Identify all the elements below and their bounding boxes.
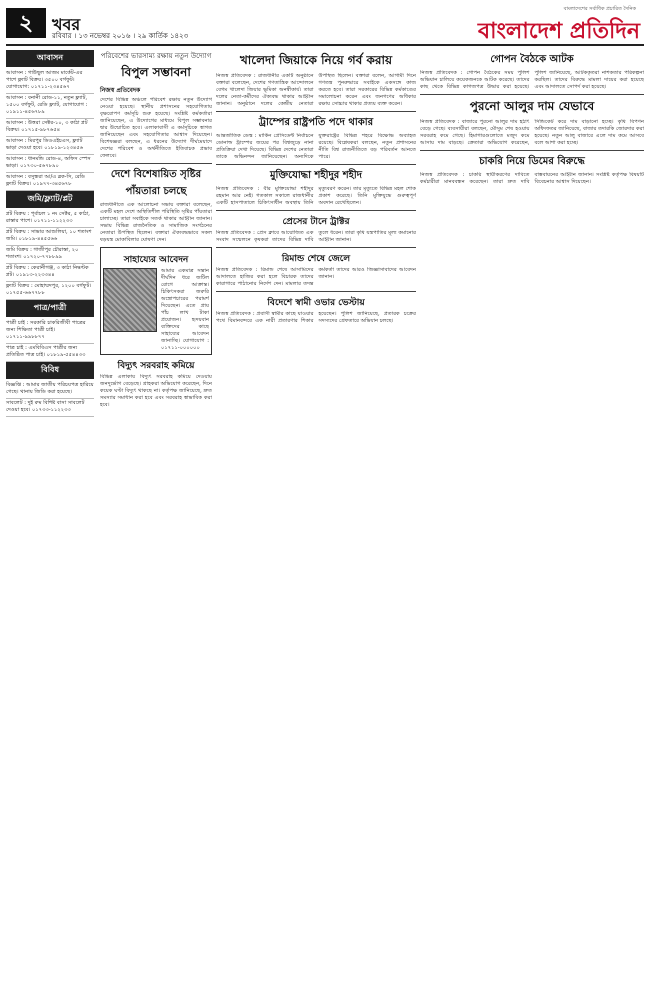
section-name: খবর: [52, 15, 81, 34]
story-byline: নিজস্ব প্রতিবেদক: [100, 87, 141, 94]
story-body: নিজস্ব প্রতিবেদক : চাকরি স্থায়ীকরণের দাবিতে কর্মচারীরা মানববন্ধন করেছেন। তারা দ্রুত দাবি বাস্তবায়নের আহ্বান জানান। সংশ্লিষ্ট কর্তৃপক্ষ বিষয়টি বিবেচনার আশ্বাস দিয়েছেন।: [420, 172, 644, 185]
story-headline: দেশে বিশেষায়িত সৃষ্টির পাঁয়তারা চলছে: [110, 169, 202, 197]
notice-box: [100, 247, 212, 355]
classified-title-1: আবাসন: [6, 50, 94, 67]
story-body: নিজস্ব প্রতিবেদক : বাজারে পুরনো আলুর দাম হঠাৎ বেড়ে গেছে। ব্যবসায়ীরা বলছেন, মৌসুম শেষ হওয়ায় সরবরাহ কমে গেছে। হিমাগারগুলোতে মজুদ কমে আসায় দাম বাড়ছে। ক্রেতারা অভিযোগ করেছেন, সিন্ডিকেট করে দাম বাড়ানো হচ্ছে। কৃষি বিপণন অধিদফতর জানিয়েছে, বাজার তদারকি জোরদার করা হয়েছে। নতুন আলু বাজারে এলে দাম কমে আসবে বলে আশা করা হচ্ছে।: [420, 119, 644, 146]
story-headline: ট্রাম্পের রাষ্ট্রপতি পদে থাকার: [258, 117, 374, 128]
story-body: বিভিন্ন এলাকায় বিদ্যুৎ সরবরাহ কমিয়ে দেওয়ায় জনদুর্ভোগ বেড়েছে। গ্রাহকরা অভিযোগ করেছেন, দিনে কয়েক ঘণ্টা বিদ্যুৎ থাকছে না। কর্তৃপক্ষ জানিয়েছে, দ্রুত সমস্যার সমাধান করা হবে এবং সরবরাহ স্বাভাবিক করা হবে।: [100, 374, 212, 408]
classified-item: পাত্রী চাই : সরকারি চাকরিজীবী পাত্রের জন্য শিক্ষিতা পাত্রী চাই। ০১৭১১-৯৯৮৮৭৭: [6, 319, 94, 344]
column-c: [420, 50, 644, 186]
story-headline: বিদ্যুৎ সরবরাহ কমিয়ে: [117, 361, 195, 371]
story-headline: গোপন বৈঠকে আটক: [490, 54, 574, 65]
story-headline: রিমান্ড শেষে জেলে: [281, 254, 351, 264]
notice-body: আমার একমাত্র সন্তান দীর্ঘদিন ধরে জটিল রোগে আক্রান্ত। চিকিৎসকরা জরুরি অস্ত্রোপচারের পরামর্শ দিয়েছেন। এতে প্রায় পাঁচ লাখ টাকা প্রয়োজন। হৃদয়বান ব্যক্তিদের কাছে সাহায্যের আবেদন জানাচ্ছি। যোগাযোগ : ০১৭১১-০০০০০০: [161, 268, 209, 351]
story-kicker: পরিবেশের ভারসাম্য রক্ষায় নতুন উদ্যোগ: [100, 52, 212, 60]
dateline: রবিবার । ১৩ নভেম্বর ২০১৬ । ২৯ কার্তিক ১৪২৩: [52, 32, 189, 40]
classified-item: প্লট বিক্রয় : কেরানীগঞ্জ, ৩ কাঠা নিষ্কণ্টক প্লট। ০১৯১৩-২২৩৩৪৪: [6, 264, 94, 282]
classified-item: আবাসন : উত্তরা সেক্টর-১০, ৩ কাঠা প্লট বিক্রয়। ০১৭১৫-৯৮৭৬৫৪: [6, 119, 94, 137]
classified-item: প্লট বিক্রয় : সাভার আশুলিয়া, ১০ শতাংশ জমি। ০১৮১৯-৪৪৫৫৬৬: [6, 228, 94, 246]
story-headline: খালেদা জিয়াকে নিয়ে গর্ব করায়: [239, 53, 393, 67]
classified-item: আবাসন : ধানমন্ডি রোড-৪, অফিস স্পেস ভাড়া। ০১৭৩০-৫৬৭৮৯০: [6, 155, 94, 173]
classified-item: ফ্ল্যাট বিক্রয় : মোহাম্মদপুর, ১২০০ বর্গফুট। ০১৭৫৫-৬৬৭৭৮৮: [6, 282, 94, 300]
story-headline: মুক্তিযোদ্ধা শহীদুর শহীদ: [269, 170, 363, 181]
story-body: নিজস্ব প্রতিবেদক : গোপন বৈঠকের সময় পুলিশ অভিযান চালিয়ে কয়েকজনকে আটক করেছে। তাদের কাছ থেকে বিভিন্ন কাগজপত্র উদ্ধার করা হয়েছে। পুলিশ জানিয়েছে, আটককৃতরা নাশকতার পরিকল্পনা করছিল। তাদের বিরুদ্ধে মামলা দায়ের করা হয়েছে এবং আদালতে সোপর্দ করা হয়েছে।: [420, 70, 644, 90]
classified-title-4: বিবিধ: [6, 362, 94, 379]
classified-item: বিজ্ঞপ্তি : আমার জাতীয় পরিচয়পত্র হারিয়ে গেছে। থানায় জিডি করা হয়েছে।: [6, 381, 94, 399]
classified-item: জমি বিক্রয় : গাজীপুর চৌরাস্তা, ২০ শতাংশ। ০১৭২০-৭৭৮৮৯৯: [6, 246, 94, 264]
person-photo: [103, 268, 157, 332]
classified-title-2: জমি/ফ্ল্যাট/প্লট: [6, 191, 94, 208]
newspaper-logo: বাংলাদেশ প্রতিদিন: [477, 19, 640, 44]
column-a: [100, 50, 212, 409]
classified-title-3: পাত্র/পাত্রী: [6, 300, 94, 317]
story-headline: চাকরি নিয়ে ডিমের বিরুদ্ধে: [479, 156, 585, 167]
story-body: নিজস্ব প্রতিবেদক : রাজধানীর একটি অনুষ্ঠানে বক্তারা বলেছেন, দেশের গণতান্ত্রিক আন্দোলনে বেগম খালেদা জিয়ার ভূমিকা অনস্বীকার্য। তারা দলের নেতা-কর্মীদের ঐক্যবদ্ধ থাকার আহ্বান জানান। অনুষ্ঠানে দলের কেন্দ্রীয় নেতারা উপস্থিত ছিলেন। বক্তারা বলেন, আগামী দিনে গণতন্ত্র পুনরুদ্ধারে সবাইকে একসঙ্গে কাজ করতে হবে। তারা সরকারের বিভিন্ন কর্মকাণ্ডের সমালোচনা করেন এবং জনগণের অধিকার রক্ষায় সোচ্চার থাকার প্রত্যয় ব্যক্ত করেন।: [216, 73, 416, 107]
classified-item: আবাসন : বসুন্ধরা আ/এ ব্লক-সি, রেডি ফ্ল্যাট বিক্রয়। ০১৯৭৭-৩৪৫৬৭৮: [6, 173, 94, 191]
classified-item: সাবলেট : দুই রুম বিশিষ্ট বাসা সাবলেট দেওয়া হবে। ০১৭৩৩-১১২২৩৩: [6, 399, 94, 417]
column-b: [216, 50, 416, 325]
notice-title: সাহায্যের আবেদন: [123, 255, 189, 265]
story-body: নিজস্ব প্রতিবেদক : রিমান্ড শেষে আসামিদের আদালতে হাজির করা হলে বিচারক তাদের কারাগারে পাঠানোর নির্দেশ দেন। মামলার তদন্ত কর্মকর্তা তাদের আরও জিজ্ঞাসাবাদের আবেদন জানান।: [216, 267, 416, 287]
story-body: আন্তর্জাতিক ডেস্ক : মার্কিন প্রেসিডেন্ট নির্বাচনে ডোনাল্ড ট্রাম্পের জয়ের পর বিশ্বজুড়ে নানা প্রতিক্রিয়া দেখা দিয়েছে। বিভিন্ন দেশের নেতারা তাকে অভিনন্দন জানিয়েছেন। অন্যদিকে যুক্তরাষ্ট্রের বিভিন্ন শহরে বিক্ষোভ অব্যাহত রয়েছে। বিশ্লেষকরা বলছেন, নতুন প্রশাসনের নীতি বিশ্ব রাজনীতিতে বড় পরিবর্তন আনতে পারে।: [216, 133, 416, 160]
classified-column: [6, 50, 94, 417]
story-headline: বিপুল সম্ভাবনা: [121, 65, 191, 79]
classified-item: আবাসন : মিরপুর ডিওএইচএস, ফ্ল্যাট ভাড়া দেওয়া হবে। ০১৮১৯-১২৩৪৫৬: [6, 137, 94, 155]
classified-item: প্লট বিক্রয় : পূর্বাচল ১ নং সেক্টর, ৫ কাঠা, রাস্তার পাশে। ০১৭১১-১১২২৩৩: [6, 210, 94, 228]
story-body: দেশের বিভিন্ন অঞ্চলে পরিবেশ রক্ষায় নতুন উদ্যোগ নেওয়া হয়েছে। স্থানীয় প্রশাসনের সহযোগিতায় বৃক্ষরোপণ কর্মসূচি শুরু হয়েছে। সংশ্লিষ্ট কর্মকর্তারা জানিয়েছেন, এ উদ্যোগের মাধ্যমে বিপুল সম্ভাবনার দ্বার উন্মোচিত হবে। এলাকাবাসী এ কর্মসূচিকে স্বাগত জানিয়েছেন এবং সহযোগিতার আশ্বাস দিয়েছেন। বিশেষজ্ঞরা বলছেন, এ ধরনের উদ্যোগ দীর্ঘমেয়াদে দেশের পরিবেশ ও অর্থনীতিতে ইতিবাচক প্রভাব ফেলবে।: [100, 97, 212, 159]
classified-item: আবাসন : বনানী রোড-১১, নতুন ফ্ল্যাট, ১৫০০ বর্গফুট, রেডি ফ্ল্যাট, যোগাযোগ : ০১৯১১-৪৫৬৭৮৯: [6, 94, 94, 119]
story-body: নিজস্ব প্রতিবেদক : প্রেস ক্লাবে আয়োজিত এক সংবাদ সম্মেলনে কৃষকরা তাদের বিভিন্ন দাবি তুলে ধরেন। তারা কৃষি যন্ত্রপাতির মূল্য কমানোর আহ্বান জানান।: [216, 230, 416, 243]
classified-item: আবাসন : গাউছুল আজম মার্কেট-এর পাশে ফ্ল্যাট বিক্রয়। ৩৫০০ বর্গফুট। যোগাযোগ: ০১৭১১-২৩৪৫৬৭: [6, 69, 94, 94]
logo-tagline: বাংলাদেশের সর্বাধিক প্রচারিত দৈনিক: [563, 6, 636, 12]
story-headline: পুরনো আলুর দাম যেভাবে: [469, 99, 595, 113]
masthead: [6, 6, 644, 46]
story-body: নিজস্ব প্রতিবেদক : প্রবাসী স্বামীর কাছে যাওয়ার পথে বিমানবন্দরে এক নারী প্রতারণার শিকার হয়েছেন। পুলিশ জানিয়েছে, প্রতারক চক্রের সদস্যদের গ্রেফতারে অভিযান চলছে।: [216, 311, 416, 324]
page-number: ২: [6, 8, 46, 38]
story-body: রাজধানীতে এক আলোচনা সভায় বক্তারা বলেছেন, একটি মহল দেশে অস্থিতিশীল পরিস্থিতি সৃষ্টির পাঁয়তারা চালাচ্ছে। তারা সবাইকে সতর্ক থাকার আহ্বান জানান। সভায় বিভিন্ন রাজনৈতিক ও সামাজিক সংগঠনের নেতারা উপস্থিত ছিলেন। বক্তারা ঐক্যবদ্ধভাবে সকল ষড়যন্ত্র মোকাবিলার ঘোষণা দেন।: [100, 202, 212, 243]
classified-item: পাত্র চাই : এমবিবিএস পাত্রীর জন্য প্রতিষ্ঠিত পাত্র চাই। ০১৮১৯-৫৫৪৪৩৩: [6, 344, 94, 362]
story-body: নিজস্ব প্রতিবেদক : বীর মুক্তিযোদ্ধা শহীদুর রহমান আর নেই। গতকাল সকালে রাজধানীর একটি হাসপাতালে চিকিৎসাধীন অবস্থায় তিনি মৃত্যুবরণ করেন। তার মৃত্যুতে বিভিন্ন মহল শোক প্রকাশ করেছে। তিনি মুক্তিযুদ্ধে গুরুত্বপূর্ণ অবদান রেখেছিলেন।: [216, 186, 416, 206]
story-headline: প্রেসের টানে ট্রাক্টর: [282, 217, 350, 227]
story-headline: বিদেশে স্বামী ওভার ভেস্টায়: [267, 298, 365, 308]
